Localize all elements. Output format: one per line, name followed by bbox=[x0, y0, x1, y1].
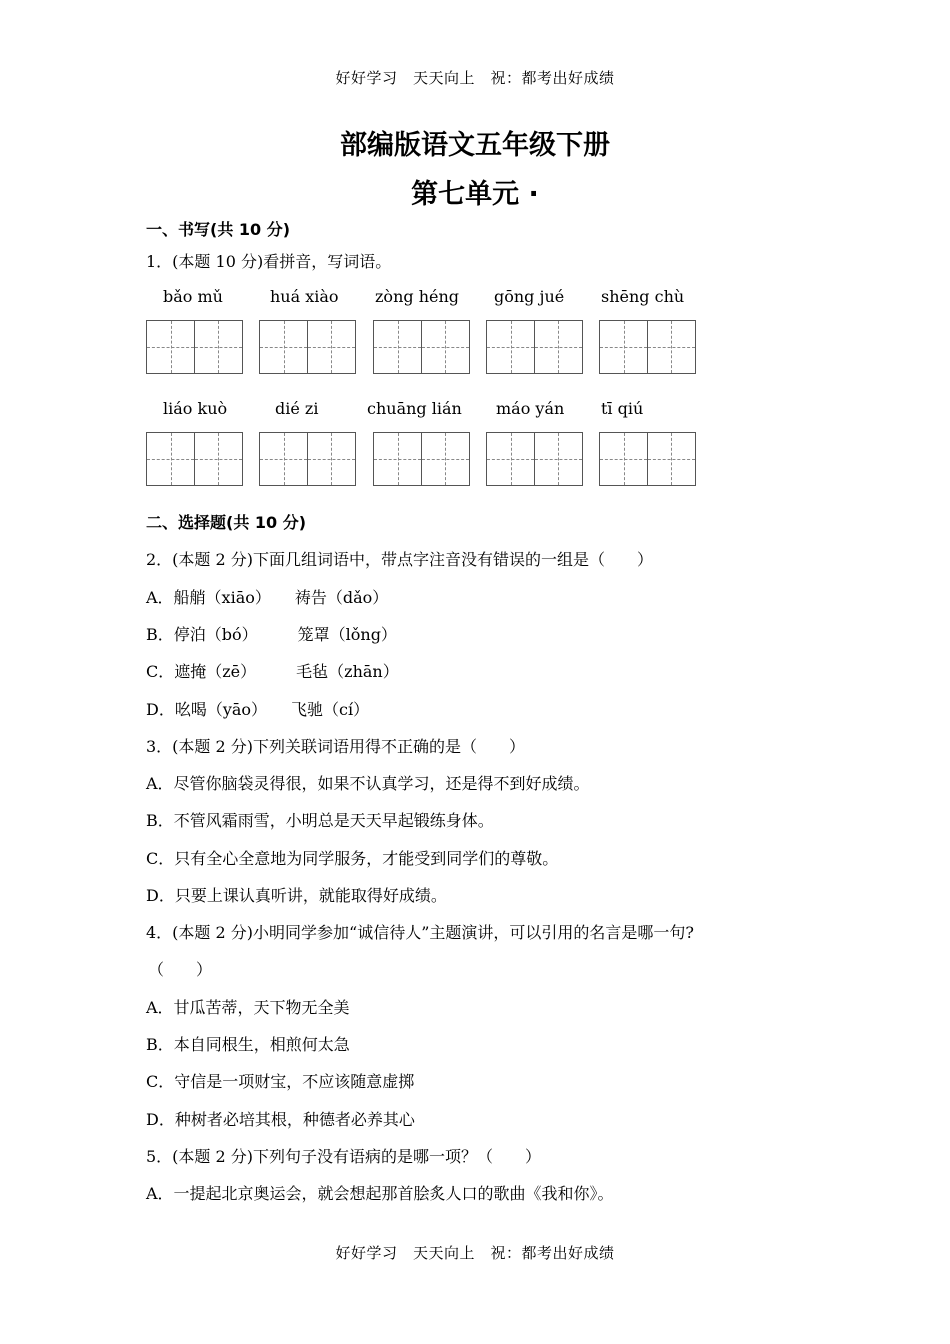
writing-box[interactable] bbox=[373, 320, 475, 376]
pinyin-item: zòng héng bbox=[375, 287, 460, 306]
writing-box[interactable] bbox=[599, 320, 701, 376]
pinyin-item: bǎo mǔ bbox=[163, 287, 223, 306]
writing-box[interactable] bbox=[259, 320, 361, 376]
q3-option-c: C．只有全心全意地为同学服务，才能受到同学们的尊敬。 bbox=[146, 849, 559, 868]
pinyin-item: gōng jué bbox=[494, 287, 565, 306]
pinyin-item: shēng chù bbox=[601, 287, 685, 306]
q3-option-d: D．只要上课认真听讲，就能取得好成绩。 bbox=[146, 886, 447, 905]
q4-answer-paren: （ ） bbox=[148, 960, 213, 979]
writing-grid-row-1 bbox=[146, 320, 766, 376]
pinyin-item: dié zi bbox=[275, 399, 319, 418]
q2-option-c: C．遮掩（zē） 毛毡（zhān） bbox=[146, 662, 399, 681]
writing-box[interactable] bbox=[146, 320, 248, 376]
writing-grid-row-2 bbox=[146, 432, 766, 488]
section2-heading: 二、选择题(共 10 分) bbox=[146, 513, 307, 532]
writing-box[interactable] bbox=[259, 432, 361, 488]
q3-option-a: A．尽管你脑袋灵得很，如果不认真学习，还是得不到好成绩。 bbox=[146, 774, 590, 793]
pinyin-item: liáo kuò bbox=[163, 399, 228, 418]
question-3: 3．(本题 2 分)下列关联词语用得不正确的是（ ） bbox=[146, 737, 526, 756]
question-1: 1．(本题 10 分)看拼音，写词语。 bbox=[146, 252, 392, 271]
writing-box[interactable] bbox=[599, 432, 701, 488]
q4-option-d: D．种树者必培其根，种德者必养其心 bbox=[146, 1110, 415, 1129]
section1-heading: 一、书写(共 10 分) bbox=[146, 220, 291, 239]
writing-box[interactable] bbox=[146, 432, 248, 488]
question-2: 2．(本题 2 分)下面几组词语中，带点字注音没有错误的一组是（ ） bbox=[146, 550, 654, 569]
pinyin-row-1 bbox=[146, 287, 766, 311]
writing-box[interactable] bbox=[486, 320, 588, 376]
question-4: 4．(本题 2 分)小明同学参加“诚信待人”主题演讲，可以引用的名言是哪一句? bbox=[146, 923, 694, 942]
question-5: 5．(本题 2 分)下列句子没有语病的是哪一项？（ ） bbox=[146, 1147, 542, 1166]
pinyin-item: huá xiào bbox=[270, 287, 339, 306]
pinyin-item: máo yán bbox=[496, 399, 565, 418]
q3-option-b: B．不管风霜雨雪，小明总是天天早起锻练身体。 bbox=[146, 811, 494, 830]
q5-option-a: A．一提起北京奥运会，就会想起那首脍炙人口的歌曲《我和你》。 bbox=[146, 1184, 614, 1203]
pinyin-item: chuāng lián bbox=[367, 399, 462, 418]
writing-box[interactable] bbox=[373, 432, 475, 488]
q4-option-a: A．甘瓜苦蒂，天下物无全美 bbox=[146, 998, 350, 1017]
page-header: 好好学习 天天向上 祝：都考出好成绩 bbox=[335, 69, 615, 87]
q4-option-b: B．本自同根生，相煎何太急 bbox=[146, 1035, 350, 1054]
writing-box[interactable] bbox=[486, 432, 588, 488]
q2-option-b: B．停泊（bó） 笼罩（lǒng） bbox=[146, 625, 397, 644]
q2-option-d: D．吆喝（yāo） 飞驰（cí） bbox=[146, 700, 370, 719]
document-title: 部编版语文五年级下册 bbox=[340, 130, 610, 161]
page-footer: 好好学习 天天向上 祝：都考出好成绩 bbox=[335, 1244, 615, 1262]
unit-title: 第七单元 · bbox=[411, 179, 539, 210]
q4-option-c: C．守信是一项财宝，不应该随意虚掷 bbox=[146, 1072, 415, 1091]
q2-option-a: A．船艄（xiāo） 祷告（dǎo） bbox=[146, 588, 389, 607]
pinyin-row-2 bbox=[146, 399, 766, 423]
pinyin-item: tī qiú bbox=[601, 399, 644, 418]
